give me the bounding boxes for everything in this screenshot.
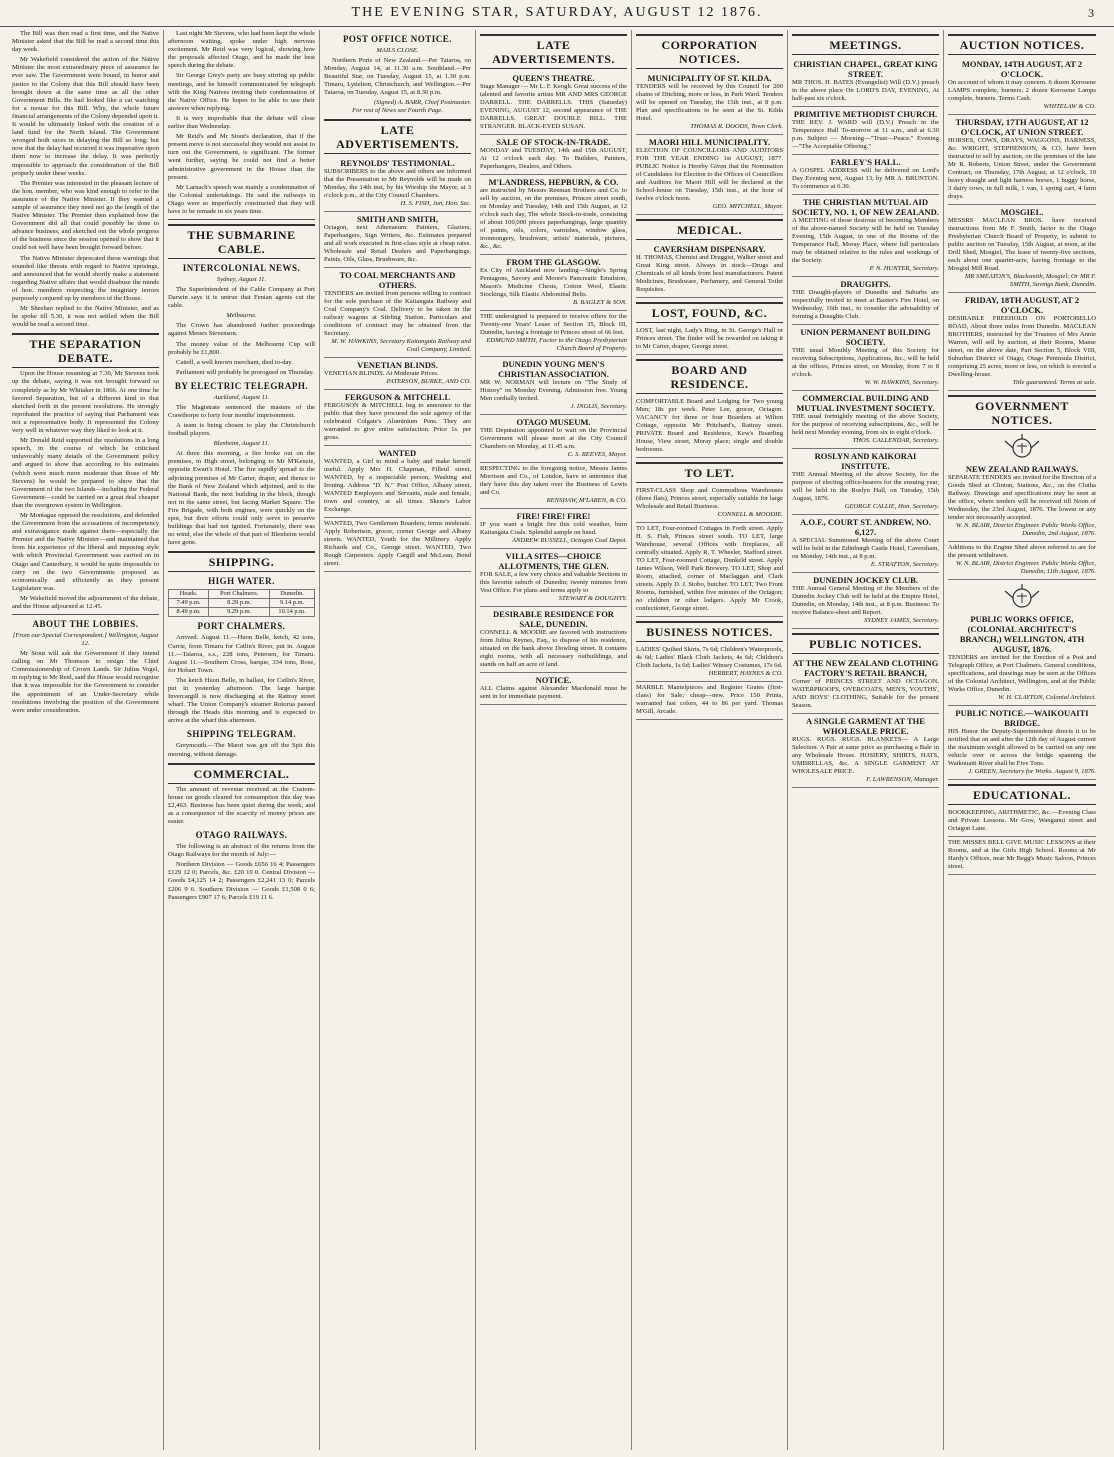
- table-cell: Port Chalmers.: [209, 590, 270, 599]
- article-paragraph: Northern Ports of New Zealand.—Per Taiaroa, on Monday, August 14, at 11.30 a.m. Southland.—Per Beautiful Star, on Tuesday, August 15, at 1.30 p.m. Timaru, Lyttelton, Christchurch, and Wellington.—Per Taiaroa, on Tuesday, August 15, at 8.30 p.m.: [324, 57, 471, 97]
- medical-heading: MEDICAL.: [636, 219, 783, 240]
- article-paragraph: The Bill was then read a first time, and the Native Minister asked that the Bill be read a second time this day week.: [12, 30, 159, 54]
- ad-title: DUNEDIN JOCKEY CLUB.: [813, 575, 918, 585]
- ad-title: ROSLYN AND KAIKORAI INSTITUTE.: [814, 451, 917, 471]
- advertisement: [948, 115, 1096, 205]
- article-paragraph: Sir George Grey's party are busy stirring up public meetings, and he himself communicated by telegraph with the King Natives inviting their condemnation of the Native Office. He hopes to be able to use their answers when replying.: [168, 72, 315, 112]
- masthead: [0, 0, 1114, 27]
- table-cell: 8.49 p.m.: [169, 608, 209, 617]
- dateline: Melbourne.: [226, 312, 257, 320]
- table-row: [169, 608, 315, 617]
- advertisement: [636, 135, 783, 215]
- ad-signature: W. N. BLAIR, District Engineer. Public Works Office, Dunedin, 2nd August, 1876.: [955, 522, 1096, 537]
- high-water-table: [168, 589, 315, 617]
- separation-debate-heading: THE SEPARATION DEBATE.: [12, 333, 159, 368]
- table-row: [169, 599, 315, 608]
- advertisement: [792, 656, 939, 714]
- table-cell: 7.49 p.m.: [169, 599, 209, 608]
- advertisement: [324, 446, 471, 518]
- ad-title: THE CHRISTIAN MUTUAL AID SOCIETY, NO. 1, OF NEW ZEALAND.: [792, 197, 939, 217]
- advertisement: [792, 107, 939, 155]
- article-paragraph: Mr Wakefield considered the action of the Native Minister the most extraordinary piece of assurance he ever saw. The Government were bound, in honor and justice to the Colony that this Bill should have been brought down at the same time as all the other Government Bills. He had looked like a cat watching for a mouse for this Bill. Why, the whole future financial arrangements of the Colony depended upon it. It would be ultimately linked with the creation of a land fund for the North Island. The Government wronged both races in delaying the Bill so long; but now that the delay had occurred it was imperative upon them now to increase the delay. It was perfectly impossible to approach the consideration of the Bill properly under these weeks.: [12, 56, 159, 177]
- ad-title: PUBLIC WORKS OFFICE, (COLONIAL ARCHITECT'S BRANCH,) WELLINGTON, 4TH AUGUST, 1876.: [959, 614, 1085, 654]
- ad-body: THE REV. J. WARD will (D.V.) Preach in the Temperance Hall To-morrow at 11 a.m., and at 6.30 p.m. Subject — Morning—"Trust—Peace." Evening—"The Acceptable Offering.": [792, 119, 939, 150]
- ad-title: NOTICE.: [535, 675, 572, 685]
- ad-signature: GEORGE CALLIE, Hon. Secretary.: [844, 503, 939, 510]
- column-2: [164, 30, 320, 1450]
- advertisement: [792, 195, 939, 277]
- ad-signature: W. N. BLAIR, District Engineer. Public Works Office, Dunedin, 11th August, 1876.: [955, 560, 1096, 575]
- advertisement: [948, 807, 1096, 837]
- divider: [168, 219, 315, 220]
- ad-signature: CONNELL & MOODIE.: [717, 511, 783, 518]
- signature: (Signed) A. BARR, Chief Postmaster.: [373, 99, 471, 107]
- ad-body: RUGS. RUGS. RUGS. BLANKETS— A Large Selection. A Pair at same price as purchasing a Bale in any Wholesale House. HOSIERY, SHIRTS, HATS, UMBRELLAS, &c. A SINGLE GARMENT AT WHOLESALE PRICE.: [792, 736, 939, 775]
- ad-body: THE undersigned is prepared to receive offers for the Twenty-one Years' Lease of Section 35, Block III, Dunedin, having a frontage to Princes street of 66 feet.: [480, 313, 627, 336]
- intercolonial-heading: INTERCOLONIAL NEWS.: [182, 263, 301, 274]
- ad-title: COMMERCIAL BUILDING AND MUTUAL INVESTMENT SOCIETY.: [796, 393, 935, 413]
- table-cell: 8.29 p.m.: [209, 599, 270, 608]
- ad-body: COMFORTABLE Board and Lodging for Two young Men; 18s per week. Peter Lee, grocer, Octagon. VACANCY for three or four Boarders at Wilton Cottage, opposite Mr Pritchard's, Rattray street. PRIVATE Board and Residence, Kew's Boarding House, View street, Moray place; single and double bedrooms.: [636, 398, 783, 453]
- table-cell: Dunedin.: [270, 590, 315, 599]
- ad-body: THE Annual General Meeting of the Members of the Dunedin Jockey Club will be held at the Empire Hotel, Dunedin, on Monday, 14th inst., at 8 p.m. Business: To receive Balance-sheet and Report.: [792, 585, 939, 616]
- otago-railways-heading: OTAGO RAILWAYS.: [195, 830, 288, 841]
- ad-title: M'LANDRESS, HEPBURN, & CO.: [488, 177, 619, 187]
- advertisement: [636, 485, 783, 523]
- to-let-heading: TO LET.: [636, 462, 783, 483]
- advertisement: [324, 156, 471, 212]
- advertisement: [948, 462, 1096, 542]
- advertisement: [324, 358, 471, 390]
- coat-of-arms-icon: [1002, 433, 1042, 459]
- post-office-heading: POST OFFICE NOTICE.: [342, 34, 453, 44]
- ad-body: WANTED, Two Gentlemen Boarders; terms moderate. Apply Robertson, grocer, corner George and Albany streets. WANTED, Youth for the Millinery. Apply Richards and Co., George street. WANTED, Two Rough Carpenters. Apply Cargill and McLean, Bond street.: [324, 520, 471, 568]
- article-paragraph: The amount of revenue received at the Custom-house on goods cleared for consumption this day was £2,463. Business has been quiet during the week, and as a consequence of the scarcity of money prices are easier.: [168, 785, 315, 825]
- ad-body: Ex City of Auckland now landing—Single's Spring Pentagons, Savory and Moore's Pancreatic Emulsion, Mason's Medicine Chests, Cotton Wool, Elastic Stockings, Silk Elastic Abdominal Belts.: [480, 267, 627, 298]
- table-cell: Heads.: [169, 590, 209, 599]
- ad-body: BOOKKEEPING, ARITHMETIC, &c.—Evening Class and Private Lessons. Mr Gow, Wanganui street and Octagon Lane.: [948, 809, 1096, 832]
- ad-body: ALL Claims against Alexander Macdonald must be sent in for immediate payment.: [480, 685, 627, 700]
- advertisement: [636, 325, 783, 355]
- ad-body: MR THOS. H. BATES (Evangelist) Will (D.V.) preach in the above place On LORD'S DAY, EVENING, At half-past six o'clock.: [792, 79, 939, 102]
- ad-body: MESSRS MACLEAN BROS. have received instructions from Mr F. Smith, factor to the Otago Presbyterian Church Board of Property, to submit to public auction on Tuesday, 15th August, at noon, at the Drill Shed, Mosgiel, The lease of twenty-five sections, each about one quarter-acre, having frontage to the Mosgiel Mill Road.: [948, 217, 1096, 272]
- article-paragraph: The following is an abstract of the returns from the Otago Railways for the month of July:—: [168, 843, 315, 859]
- advertisement: [480, 673, 627, 705]
- article-paragraph: The money value of the Melbourne Cup will probably be £1,800.: [168, 340, 315, 356]
- ad-body: THE Annual Meeting of the above Society, for the purpose of electing office-bearers for the ensuing year, will be held in the Roslyn Hall, on Tuesday, 15th August, 1876.: [792, 471, 939, 502]
- ad-body: SUBSCRIBERS to the above and others are informed that the Presentation to Mr Reynolds will be made on Monday, the 14th inst, by his Worship the Mayor, at 3 o'clock p.m., at the City Council Chambers.: [324, 168, 471, 200]
- advertisement: [948, 542, 1096, 580]
- ad-title: PRIMITIVE METHODIST CHURCH.: [793, 109, 938, 119]
- ad-title: A.O.F., COURT ST. ANDREW, NO. 6,127.: [800, 517, 931, 537]
- article-paragraph: A team is being chosen to play the Christchurch football players.: [168, 422, 315, 438]
- government-notices-heading: GOVERNMENT NOTICES.: [948, 395, 1096, 430]
- ad-signature: C. S. REEVES, Mayor.: [567, 451, 627, 458]
- ad-title: MOSGIEL.: [1000, 207, 1044, 217]
- column-3: [320, 30, 476, 1450]
- ad-signature: ANDREW RUSSELL, Octagon Coal Depot.: [511, 537, 627, 544]
- article-paragraph: The Crown has abandoned further proceedings against Messrs Stevenson.: [168, 322, 315, 338]
- advertisement: [636, 396, 783, 458]
- article-paragraph: Upon the House resuming at 7.30, Mr Stevens took up the debate, saying it was not brought forward so completely as by Mr Whitaker in 1866. At one time he favored Separation, but of a different kind to that sketched forth in the present resolutions. He strongly reprobated the practice of saying that Parliament was not a representative body. It represented the Colony very well in whatever way they liked to look at it.: [12, 370, 159, 435]
- ad-title: TO COAL MERCHANTS AND OTHERS.: [339, 270, 456, 291]
- article-paragraph: Arrived. August 11.—Huon Belle, ketch, 42 tons, Currie, from Timaru for Catlin's River, put in. August 11.—Taiaroa, s.s., 228 tons, Petersen, for Timaru. August 11.—Southern Cross, barque, 334 tons, Rose, for Hobart Town.: [168, 634, 315, 674]
- advertisement: [948, 57, 1096, 115]
- corporation-notices-heading: CORPORATION NOTICES.: [636, 34, 783, 69]
- meetings-heading: MEETINGS.: [792, 34, 939, 55]
- ad-signature: THOMAS R. DOODS, Town Clerk.: [690, 123, 783, 130]
- ad-body: are instructed by Messrs Reeman Brothers and Co. to sell by auction, on the premises, Princes street south, on Monday and Tuesday, 14th and 15th August, at 12 o'clock each day, The whole Stock-in-trade, consisting of about 100,000 pieces paperhangings, large quantity of paints, oils, colors, varnishes, window glass, ironmongery, brushware, artists' materials, pictures, &c., &c.: [480, 187, 627, 250]
- article-paragraph: Greymouth.—The Maori was got off the Spit this morning, without damage.: [168, 742, 315, 758]
- divider: [12, 614, 159, 615]
- ad-title: PUBLIC NOTICE.—WAIKOUAITI BRIDGE.: [955, 708, 1089, 728]
- advertisement: [480, 311, 627, 357]
- see-fourth-page-note: For rest of News see Fourth Page.: [352, 107, 443, 115]
- ad-body: A GOSPEL ADDRESS will be delivered on Lord's Day Evening next, August 13, by MR A. BRUNTON. To commence at 6.30.: [792, 167, 939, 190]
- ad-body: THE usual Monthly Meeting of this Society for receiving Subscriptions, Applications, &c., will be held at the offices, Princes street, on Monday, from 7 to 8 o'clock.: [792, 347, 939, 378]
- column-4: [476, 30, 632, 1450]
- ad-body: ELECTION OF COUNCILLORS AND AUDITORS FOR THE YEAR ENDING 1st AUGUST, 1877. PUBLIC Notice is Hereby Given that the Nomination of Candidates for Election to the Offices of Councillors and Auditors for Maori Hill will be declared at the School-house on Tuesday, 15th inst., at the hour of twelve o'clock noon.: [636, 147, 783, 202]
- ad-signature: STEWART & DOUGHTY.: [558, 595, 627, 602]
- article-paragraph: Cattell, a well known merchant, died to-day.: [176, 358, 293, 366]
- advertisement: [480, 463, 627, 509]
- ad-signature: B. BAGLEY & SON.: [572, 299, 627, 306]
- article-paragraph: Mr Reid's and Mr Stout's declaration, that if the present move is not successful they would not assist to turn out the Government, is significant. The former went further, saying he could not find a better administrative government in the House than the present.: [168, 133, 315, 181]
- board-residence-heading: BOARD AND RESIDENCE.: [636, 359, 783, 394]
- ad-title: MUNICIPALITY OF ST. KILDA.: [647, 73, 772, 83]
- ad-body: THE usual fortnightly meeting of the above Society, for the purpose of receiving subscriptions, &c., will be held next Monday evening, from six to eight o'clock.: [792, 413, 939, 436]
- article-paragraph: The Magistrate sentenced the masters of the Crawthorpe to forty four months' imprisonment.: [168, 403, 315, 419]
- lobbies-heading: ABOUT THE LOBBIES.: [32, 619, 139, 630]
- ad-signature: SYDNEY JAMES, Secretary.: [864, 617, 939, 624]
- ad-body: FERGUSON & MITCHELL beg to announce to the public that they have procured the sole agency of the celebrated Colgate's Aluminium Pens. They are warranted to give entire satisfaction. Price 1s. per gross.: [324, 402, 471, 442]
- ad-body: Stage Manager — Mr L. F. Keogh. Great success of the talented and favorite artists MR AND MRS GEORGE DARRELL. THE DARRELLS. THIS (Saturday) EVENING, AUGUST 12, second appearance of THE DARRELLS. GREAT DOUBLE BILL. THE STRANGER. BLACK-EYED SUSAN.: [480, 83, 627, 130]
- masthead-title: THE EVENING STAR, SATURDAY, AUGUST 12 1876.: [351, 5, 763, 20]
- article-paragraph: Mr Larnach's speech was mainly a condemnation of the Colonial undertakings. He said the railways in Otago were so imperfectly constructed that they will have to be remade in six years time.: [168, 183, 315, 215]
- advertisement: [792, 449, 939, 515]
- article-paragraph: The Superintendent of the Cable Company at Port Darwin says it is untrue that Fenian agents cut the cable.: [168, 286, 315, 310]
- lobbies-subheading: [From our Special Correspondent.] Wellington, August 12.: [12, 632, 159, 648]
- article-paragraph: It is very improbable that the debate will close earlier than Wednesday.: [168, 114, 315, 131]
- ad-signature: M. W. HAWKINS, Secretary Kaitangata Railway and Coal Company, Limited.: [331, 338, 471, 354]
- ad-body: DESIRABLE FREEHOLD ON PORTOBELLO ROAD, About three miles from Dunedin. MACLEAN BROTHERS, instructed by the Trustees of Mrs Annie Warren, will sell by auction, at their Rooms, Manse street, on the above date, Part Section 5, Block VIII, Suburban District of Otago, Otago Peninsula District, comprising 25 acres, more or less, on which is erected a Dwelling-house.: [948, 315, 1096, 378]
- ad-signature: PATERSON, BURKE, AND CO.: [386, 378, 471, 386]
- dateline: Sydney, August 11.: [216, 276, 267, 284]
- advertisement: [792, 57, 939, 107]
- ad-body: TO LET, Four-roomed Cottages in Forth street. Apply H. S. Fish, Princes street south. TO LET, large Warehouse, several Offices with fireplaces, all centrally situated. Apply R. T. Wheeler, Stafford street. TO LET, Four-roomed Cottage, Dunkeld street. Apply James Wilson, Well Park Brewery. TO LET, Shop and Room, attached, corner of Maclaggan and Clark streets. Apply D. J. Stobo, butcher. TO LET, Two Front Rooms, furnished, within five minutes of the Octagon; no children or other lodgers. Apply Mr Crook, confectioner, George street.: [636, 525, 783, 612]
- ad-body: A SPECIAL Summoned Meeting of the above Court will be held in the Edinburgh Castle Hotel, Caversham, on Monday, 14th inst., at 8 p.m.: [792, 537, 939, 560]
- advertisement: [948, 205, 1096, 293]
- ad-body: LOST, last night, Lady's Ring, in St. George's Hall or Princes street. The finder will be rewarded on taking it to Mr Carter, draper, George street.: [636, 327, 783, 350]
- article-paragraph: Mr Donald Reid supported the resolutions in a long speech, in the course of which he criticised unfavorably many details of the Government policy and argued to show that according to his estimates (which were much more moderate than those of Mr Stevens) he would be prepared to show that the Government of the two Islands—including the Federal Government—could be carried on a great deal cheaper than the overgrown system in Wellington.: [12, 437, 159, 509]
- ad-signature: E. STRATTON, Secretary.: [870, 561, 939, 568]
- ad-title: VENETIAN BLINDS.: [357, 360, 438, 371]
- ad-body: TENDERS will be received by this Council for 200 chains of Ditching, more or less, in Park Ward. Tenders will be opened on Tuesday, the 15th inst., at 8 p.m. Plan and specifications to be seen at the St. Kilda Hotel.: [636, 83, 783, 122]
- article-paragraph: Northern Division — Goods £656 16 4; Passengers £129 12 0; Parcels, &c. £20 10 0. Central Division — Goods £4,125 14 2; Passengers £2,241 13 0; Parcels £206 9 6. Southern Division — Goods £1,508 0 6; Passengers £907 17 6; Parcels £19 11 6.: [168, 861, 315, 901]
- ad-title: FARLEY'S HALL.: [830, 157, 901, 167]
- column-7: [944, 30, 1100, 1450]
- ad-title: MONDAY, 14TH AUGUST, AT 2 O'CLOCK.: [961, 59, 1083, 79]
- article-paragraph: Mr Sheehan replied to the Native Minister, and as he spoke till 5.30, it was not settled when the Bill would be read a second time.: [12, 305, 159, 329]
- ad-signature: THOS. CALLENDAR, Secretary.: [852, 437, 939, 444]
- ad-body: MR W. NORMAN will lecture on "The Study of History" on Monday Evening. Admission free. Young Men cordially invited.: [480, 379, 627, 402]
- late-advertisements-heading: LATE ADVERTISEMENTS.: [324, 119, 471, 154]
- advertisement: [324, 390, 471, 446]
- submarine-cable-heading: THE SUBMARINE CABLE.: [168, 224, 315, 259]
- ad-body: SEPARATE TENDERS are invited for the Erection of a Goods Shed at Clinton, Stations, &c., on the Clutha Railway. Drawings and specifications may be seen at the office, where tenders will be received till Noon of Wednesday, the 23rd August, 1876. The lowest or any tender not necessarily accepted.: [948, 474, 1096, 521]
- shipping-heading: SHIPPING.: [168, 551, 315, 572]
- dateline: Blenheim, August 11.: [213, 440, 270, 448]
- table-row: [169, 590, 315, 599]
- ad-title: MAORI HILL MUNICIPALITY.: [648, 137, 771, 147]
- ad-title: SALE OF STOCK-IN-TRADE.: [496, 137, 611, 147]
- ad-body: THE Deputation appointed to wait on the Provincial Government will please meet at the City Council Chambers on Monday, at 11.45 a.m.: [480, 427, 627, 450]
- ad-body: Corner of PRINCES STREET AND OCTAGON. WATERPROOFS, OVERCOATS, MEN'S, YOUTHS', AND BOYS' CLOTHING, Suitable for the present Season.: [792, 678, 939, 709]
- article-paragraph: The Native Minister deprecated these warnings that sounded like threats with regard to Native uprisings, and announced that he would shortly make a statement regarding Native affairs that would disabuse the minds of hon. members respecting the imaginary terrors purposely conjured up by members of the House.: [12, 254, 159, 302]
- ad-title: VILLA SITES—CHOICE ALLOTMENTS, THE GLEN.: [498, 551, 609, 571]
- table-cell: 10.14 p.m.: [270, 608, 315, 617]
- ad-body: On account of whom it may concern. 6 dozen Kerosene LAMPS complete, burners, 2 dozen Kerosene Lamps complete, burners. Terms Cash.: [948, 79, 1096, 102]
- advertisement: [948, 612, 1096, 706]
- table-cell: 9.29 p.m.: [209, 608, 270, 617]
- ad-body: HIS Honor the Deputy-Superintendent directs it to be notified that on and after the 12th day of August current the maximum weight allowed to be carried on any one vehicle over or across the bridge spanning the Waikouaiti River shall be Five Tons.: [948, 728, 1096, 767]
- advertisement: [792, 277, 939, 325]
- dateline: Auckland, August 11.: [213, 393, 270, 401]
- ad-title: FRIDAY, 18TH AUGUST, AT 2 O'CLOCK.: [964, 295, 1080, 315]
- high-water-heading: HIGH WATER.: [208, 576, 275, 587]
- advertisement: [324, 212, 471, 268]
- ad-signature: F. LAWRENSON, Manager.: [866, 776, 939, 783]
- ad-body: MONDAY and TUESDAY, 14th and 15th AUGUST, At 12 o'clock each day. To Builders, Painters, Paperhangers, Dealers, and Others.: [480, 147, 627, 170]
- mails-close-subheading: MAILS CLOSE.: [376, 47, 419, 54]
- advertisement: [636, 682, 783, 720]
- article-paragraph: At three this morning, a fire broke out on the premises, in High street, belonging to Mr M'Kenzie, opposite Ewart's Hotel. The fire rapidly spread to the adjoining premises of Mr Carter, draper, and thence to the Bank of New Zealand which adjoined, and to the National Bank, the next building in the block, though not in the same street, but facing Market Square. The Fire Brigade, with both engines, were quickly on the spot, but their efforts could only serve to preserve buildings that had not ignited. Fortunately, there was no wind, else the whole of that part of Blenheim would have gone.: [168, 450, 315, 547]
- advertisement: [636, 242, 783, 298]
- ad-body: HORSES, COWS, DRAYS, WAGGONS, HARNESS, &c. WRIGHT, STEPHENSON, & CO. have been instructed to sell by auction, on the premises of the late Mr R. Roberts, Union Street, under the Government Contract, on Thursday, 17th August, at 12 o'clock, 10 heavy draught and light harness horses, 1 buggy horse, 3 dairy cows, in full milk, 1 van, 1 spring cart, 4 farm drays.: [948, 137, 1096, 200]
- advertisement: [792, 325, 939, 391]
- coat-of-arms-icon: [1002, 583, 1042, 609]
- ad-body: H. THOMAS, Chemist and Druggist, Walker street and Great King street. Always in stock—Drugs and Chemicals of all kinds from best manufacturers. Patent Medicines, Brushware, Perfumery, and General Toilet Requisites.: [636, 254, 783, 293]
- ad-title: FIRE! FIRE! FIRE!: [516, 511, 591, 521]
- ad-title: FROM THE GLASGOW.: [506, 257, 601, 267]
- advertisement: [792, 515, 939, 573]
- columns: [8, 30, 1106, 1450]
- article-paragraph: The ketch Huon Belle, in ballast, for Catlin's River, put in yesterday afternoon. The large barque Invercargill is now discharging at the Rattray street wharf. The Union Company's steamer Rotorua passed through the Heads this morning and is expected to arrive at the wharf this afternoon.: [168, 676, 315, 725]
- ad-body: RESPECTING to the foregoing notice, Messrs James Morrison and Co., of London, have to announce that they have this day taken over the Business of Lewis and Co.: [480, 465, 627, 496]
- advertisement: [792, 714, 939, 788]
- educational-heading: EDUCATIONAL.: [948, 784, 1096, 805]
- ad-title: CHRISTIAN CHAPEL, GREAT KING STREET.: [793, 59, 938, 79]
- advertisement: [636, 523, 783, 617]
- advertisement: [948, 293, 1096, 391]
- ad-signature: J. INGLIS, Secretary.: [570, 403, 627, 410]
- ad-signature: MR SMEATON'S, Blacksmith, Mosgiel; Or MR F. SMITH, Savings Bank, Dunedin.: [964, 273, 1096, 288]
- ad-title: UNION PERMANENT BUILDING SOCIETY.: [800, 327, 931, 347]
- ad-signature: RENSHAW, M'LAREN, & CO.: [546, 497, 627, 504]
- column-1: [8, 30, 164, 1450]
- advertisement: [792, 573, 939, 629]
- ad-body: THE MISSES BELL GIVE MUSIC LESSONS at their Rooms, and at the Girls High School. Rooms at Mr Hardy's Offices, near Mr Begg's Music Saloon, Princes street.: [948, 839, 1096, 870]
- auction-notices-heading: AUCTION NOTICES.: [948, 34, 1096, 55]
- ad-body: Additions to the Engine Shed above referred to are for the present withdrawn.: [948, 544, 1096, 559]
- ad-signature: P. N. HUNTER, Secretary.: [869, 265, 939, 272]
- advertisement: [480, 135, 627, 175]
- lost-found-heading: LOST, FOUND, &C.: [636, 302, 783, 323]
- ad-title: THURSDAY, 17TH AUGUST, AT 12 O'CLOCK, AT UNION STREET.: [955, 117, 1089, 137]
- advertisement: [480, 509, 627, 549]
- advertisement: [948, 706, 1096, 780]
- ad-body: FOR SALE, a few very choice and valuable Sections in this favorite suburb of Dunedin; twenty minutes from Vest Office. For plans and terms apply to: [480, 571, 627, 594]
- column-5: [632, 30, 788, 1450]
- advertisement: [480, 71, 627, 135]
- ad-signature: EDMUND SMITH, Factor to the Otago Presbyterian Church Board of Property.: [486, 337, 627, 352]
- ad-signature: WHITELAW & CO.: [1043, 103, 1096, 110]
- ad-signature: GEO. MITCHELL, Mayor.: [712, 203, 783, 210]
- ad-signature: H. S. FISH, Jun, Hon. Sec.: [400, 200, 471, 208]
- shipping-telegram-heading: SHIPPING TELEGRAM.: [186, 729, 297, 740]
- ad-title: FERGUSON & MITCHELL: [344, 392, 451, 403]
- article-paragraph: Last night Mr Stevens, who had been kept the whole afternoon waiting, spoke under high nervous excitement. Mr Reid was very logical, showing how the proposals affected Otago, and he made the best speech during the debate.: [168, 30, 315, 70]
- ad-body: WANTED, a Girl to mind a baby and make herself useful. Apply Mrs H. Chapman, Filleul street. WANTED, by a respectable person, Washing and Ironing. Address "D. N." Post Office, Albany street. WANTED Employers and Servants, male and female, town and country, at all times. Skene's Labor Exchange.: [324, 458, 471, 514]
- ad-title: CAVERSHAM DISPENSARY.: [653, 244, 766, 254]
- ad-title: SMITH AND SMITH,: [357, 214, 438, 225]
- ad-title: DUNEDIN YOUNG MEN'S CHRISTIAN ASSOCIATION.: [498, 359, 609, 379]
- advertisement: [792, 391, 939, 449]
- advertisement: [948, 837, 1096, 875]
- advertisement: [324, 268, 471, 358]
- advertisement: [480, 607, 627, 673]
- advertisement: [480, 255, 627, 311]
- ad-body: FIRST-CLASS Shop and Commodious Warehouses (three flats), Princes street, especially suitable for large Wholesale and Retail Business.: [636, 487, 783, 510]
- table-cell: 9.14 p.m.: [270, 599, 315, 608]
- port-chalmers-heading: PORT CHALMERS.: [197, 621, 286, 632]
- ad-title: DRAUGHTS.: [840, 279, 891, 289]
- ad-signature: W. W. HAWKINS, Secretary.: [864, 379, 939, 386]
- advertisement: [324, 518, 471, 572]
- ad-signature: Title guaranteed. Terms at sale.: [1012, 379, 1096, 386]
- ad-title: DESIRABLE RESIDENCE FOR SALE, DUNEDIN.: [493, 609, 614, 629]
- ad-body: TENDERS are invited for the Erection of a Post and Telegraph Office, at Port Chalmers. General conditions, specifications, and drawings may be seen at the Offices of the Colonial Architect, Wellington, and at the Public Works Office, Dunedin.: [948, 654, 1096, 693]
- ad-title: AT THE NEW ZEALAND CLOTHING FACTORY'S RETAIL BRANCH,: [792, 658, 939, 678]
- advertisement: [480, 175, 627, 255]
- late-advertisements-heading: LATE ADVERTISEMENTS.: [480, 34, 627, 69]
- page-number: 3: [1088, 6, 1096, 20]
- ad-title: A SINGLE GARMENT AT THE WHOLESALE PRICE.: [806, 716, 925, 736]
- ad-signature: J. GREEN, Secretary for Works. August 9, 1876.: [968, 768, 1096, 775]
- article-paragraph: Mr Wakefield moved the adjournment of the debate, and the House adjourned at 12.45.: [12, 594, 159, 610]
- ad-body: TENDERS are invited from persons willing to contract for the sole purchase of the Kaitangata Railway and Coal Company's Coal. Delivery to be taken in the railway wagons at Stirling Station. Particulars and conditions of contract may be obtained from the Secretary.: [324, 290, 471, 338]
- ad-body: IF you want a bright fire this cold weather, burn Kaitangata Coals. Splendid sample on hand.: [480, 521, 627, 536]
- ad-title: REYNOLDS' TESTIMONIAL.: [340, 158, 455, 169]
- ad-title: QUEEN'S THEATRE.: [512, 73, 595, 83]
- ad-body: LADIES' Quilted Skirts, 7s 6d; Children's Waterproofs, 4s 6d; Ladies' Black Cloth Jackets, 4s 6d; Children's Cloth Jackets, 1s 6d; Ladies' Winsey Costumes, 17s 6d.: [636, 646, 783, 669]
- article-paragraph: Parliament will probably be prorogued on Thursday.: [176, 368, 315, 376]
- advertisement: [480, 357, 627, 415]
- advertisement: [636, 71, 783, 135]
- business-notices-heading: BUSINESS NOTICES.: [636, 621, 783, 642]
- ad-signature: W. H. CLAYTON, Colonial Architect.: [998, 694, 1096, 701]
- ad-body: MARBLE Mantelpieces and Register Grates (first-class) for Sale; cheap—new. Price 150 Prints, warranted fast colors, 44 to 86 per yard. Thomas M'Gill, Arcade.: [636, 684, 783, 715]
- ad-body: CONNELL & MOODIE are favored with instructions from Julius Reynes, Esq., to dispose of his residence, situated on the bank above Dowling street. It contains eight rooms, with all necessary outbuildings, and stands on half an acre of land.: [480, 629, 627, 668]
- advertisement: [480, 549, 627, 607]
- commercial-heading: COMMERCIAL.: [168, 763, 315, 784]
- ad-body: VENETIAN BLINDS. At Moderate Prices.: [324, 370, 439, 378]
- column-6: [788, 30, 944, 1450]
- ad-title: NEW ZEALAND RAILWAYS.: [965, 464, 1079, 474]
- ad-title: OTAGO MUSEUM.: [516, 417, 591, 427]
- article-paragraph: Mr Montague opposed the resolutions, and defended the Government from the accusations of incompetency and extravagance made against them—especially the Premier and the Native Minister—and maintained that from his experience of the liberal and imposing style with which Provincial Government was carried on in Otago and Canterbury, it would be quite impossible to carry on the two Governments proposed as economically and efficiently as they present Legislature was.: [12, 511, 159, 592]
- public-notices-heading: PUBLIC NOTICES.: [792, 633, 939, 654]
- ad-body: THE Draught-players of Dunedin and Suburbs are respectfully invited to meet at Baxter's Fire Hotel, on Wednesday, 16th inst., to consider the advisability of forming a Draughts Club.: [792, 289, 939, 320]
- advertisement: [792, 155, 939, 195]
- article-paragraph: The Premier was interested in the pleasant lecture of the hon. member, who was kind enough to refer to the assurance of the Native Minister. If they wanted a sample of assurance they need not go the length of the Native Minister. The Premier then explained how the Government did all that could possibly be done to advance business, and sketched out the whole progress of the business since the session opened to show that it could not well have been brought forward before.: [12, 179, 159, 252]
- ad-body: A MEETING of those desirous of becoming Members of the above-named Society will be held on Tuesday Evening, 15th August, in one of the Rooms of the Temperance Hall, Moray Place, where full particulars may be obtained relative to the rules and workings of the Society.: [792, 217, 939, 264]
- ad-signature: HERBERT, HAYNES & CO.: [708, 670, 783, 677]
- ad-body: Octagon, next Athenaeum: Painters, Glaziers, Paperhangers, Sign Writers, &c. Estimates prepared and all work executed in first-class style at cheap rates. Wholesale and Retail Dealers and Paperhangings, Paints, Oils, Glass, Brushware, &c.: [324, 224, 471, 264]
- article-paragraph: Mr Stout will ask the Government if they intend calling on Mr Thomson to resign the Chief Commissionership of Crown Lands. Sir Julius Vogel, in replying to Mr Reid, said the House would recognise that it was impossible for the Government to consider the appointment of an Under-Secretary while resolutions involving the position of the Government were under consideration.: [12, 650, 159, 714]
- electric-telegraph-heading: BY ELECTRIC TELEGRAPH.: [174, 380, 309, 391]
- ad-title: WANTED: [378, 448, 417, 459]
- advertisement: [636, 644, 783, 682]
- advertisement: [480, 415, 627, 463]
